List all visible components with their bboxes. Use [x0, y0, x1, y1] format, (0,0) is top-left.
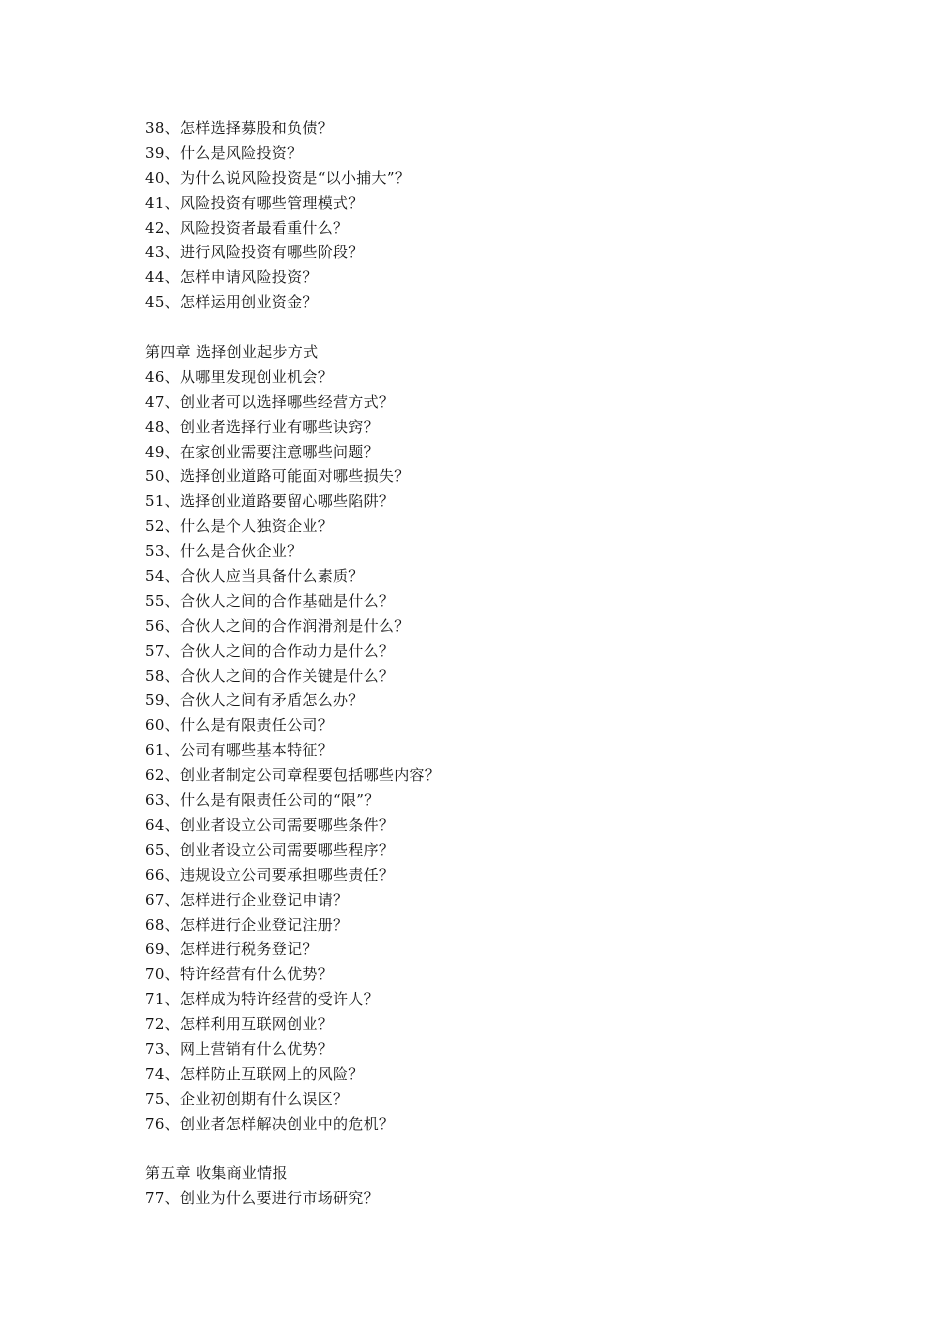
- list-item: 62、创业者制定公司章程要包括哪些内容？: [145, 766, 441, 785]
- section-gap: [145, 315, 905, 340]
- list-item: 76、创业者怎样解决创业中的危机？: [145, 1114, 395, 1133]
- chapter-heading: 第五章 收集商业情报: [145, 1164, 288, 1183]
- list-item: 47、创业者可以选择哪些经营方式？: [145, 392, 395, 411]
- list-item: 55、合伙人之间的合作基础是什么？: [145, 591, 395, 610]
- list-item: 64、创业者设立公司需要哪些条件？: [145, 815, 395, 834]
- list-item: 72、怎样利用互联网创业？: [145, 1015, 333, 1034]
- list-item: 60、什么是有限责任公司？: [145, 716, 333, 735]
- list-item: 74、怎样防止互联网上的风险？: [145, 1064, 364, 1083]
- list-item: 69、怎样进行税务登记？: [145, 940, 318, 959]
- list-item: 61、公司有哪些基本特征？: [145, 741, 333, 760]
- list-item: 68、怎样进行企业登记注册？: [145, 915, 349, 934]
- list-item: 77、创业为什么要进行市场研究？: [145, 1189, 379, 1208]
- list-item: 48、创业者选择行业有哪些诀窍？: [145, 417, 379, 436]
- list-item: 45、怎样运用创业资金？: [145, 293, 318, 312]
- list-item: 67、怎样进行企业登记申请？: [145, 890, 349, 909]
- list-item: 63、什么是有限责任公司的“限”？: [145, 791, 380, 810]
- list-item: 57、合伙人之间的合作动力是什么？: [145, 641, 395, 660]
- list-item: 49、在家创业需要注意哪些问题？: [145, 442, 379, 461]
- list-item: 58、合伙人之间的合作关键是什么？: [145, 666, 395, 685]
- list-item: 65、创业者设立公司需要哪些程序？: [145, 840, 395, 859]
- table-of-contents: [145, 116, 905, 1211]
- list-item: 59、合伙人之间有矛盾怎么办？: [145, 691, 364, 710]
- list-item: 40、为什么说风险投资是“以小捕大”？: [145, 168, 411, 187]
- list-item: 42、风险投资者最看重什么？: [145, 218, 349, 237]
- list-item: 44、怎样申请风险投资？: [145, 268, 318, 287]
- list-item: 50、选择创业道路可能面对哪些损失？: [145, 467, 410, 486]
- list-item: 53、什么是合伙企业？: [145, 542, 303, 561]
- list-item: 51、选择创业道路要留心哪些陷阱？: [145, 492, 395, 511]
- list-item: 71、怎样成为特许经营的受许人？: [145, 990, 379, 1009]
- list-item: 38、怎样选择募股和负债？: [145, 119, 333, 137]
- section-gap: [145, 1137, 905, 1162]
- list-item: 41、风险投资有哪些管理模式？: [145, 193, 364, 212]
- list-item: 54、合伙人应当具备什么素质？: [145, 567, 364, 586]
- chapter-heading: 第四章 选择创业起步方式: [145, 343, 319, 362]
- list-item: 75、企业初创期有什么误区？: [145, 1089, 349, 1108]
- list-item: 39、什么是风险投资？: [145, 143, 303, 162]
- list-item: 70、特许经营有什么优势？: [145, 965, 333, 984]
- list-item: 56、合伙人之间的合作润滑剂是什么？: [145, 616, 410, 635]
- list-item: 73、网上营销有什么优势？: [145, 1039, 333, 1058]
- list-item: 66、违规设立公司要承担哪些责任？: [145, 865, 395, 884]
- list-item: 46、从哪里发现创业机会？: [145, 367, 333, 386]
- list-item: 43、进行风险投资有哪些阶段？: [145, 243, 364, 262]
- list-item: 52、什么是个人独资企业？: [145, 517, 333, 536]
